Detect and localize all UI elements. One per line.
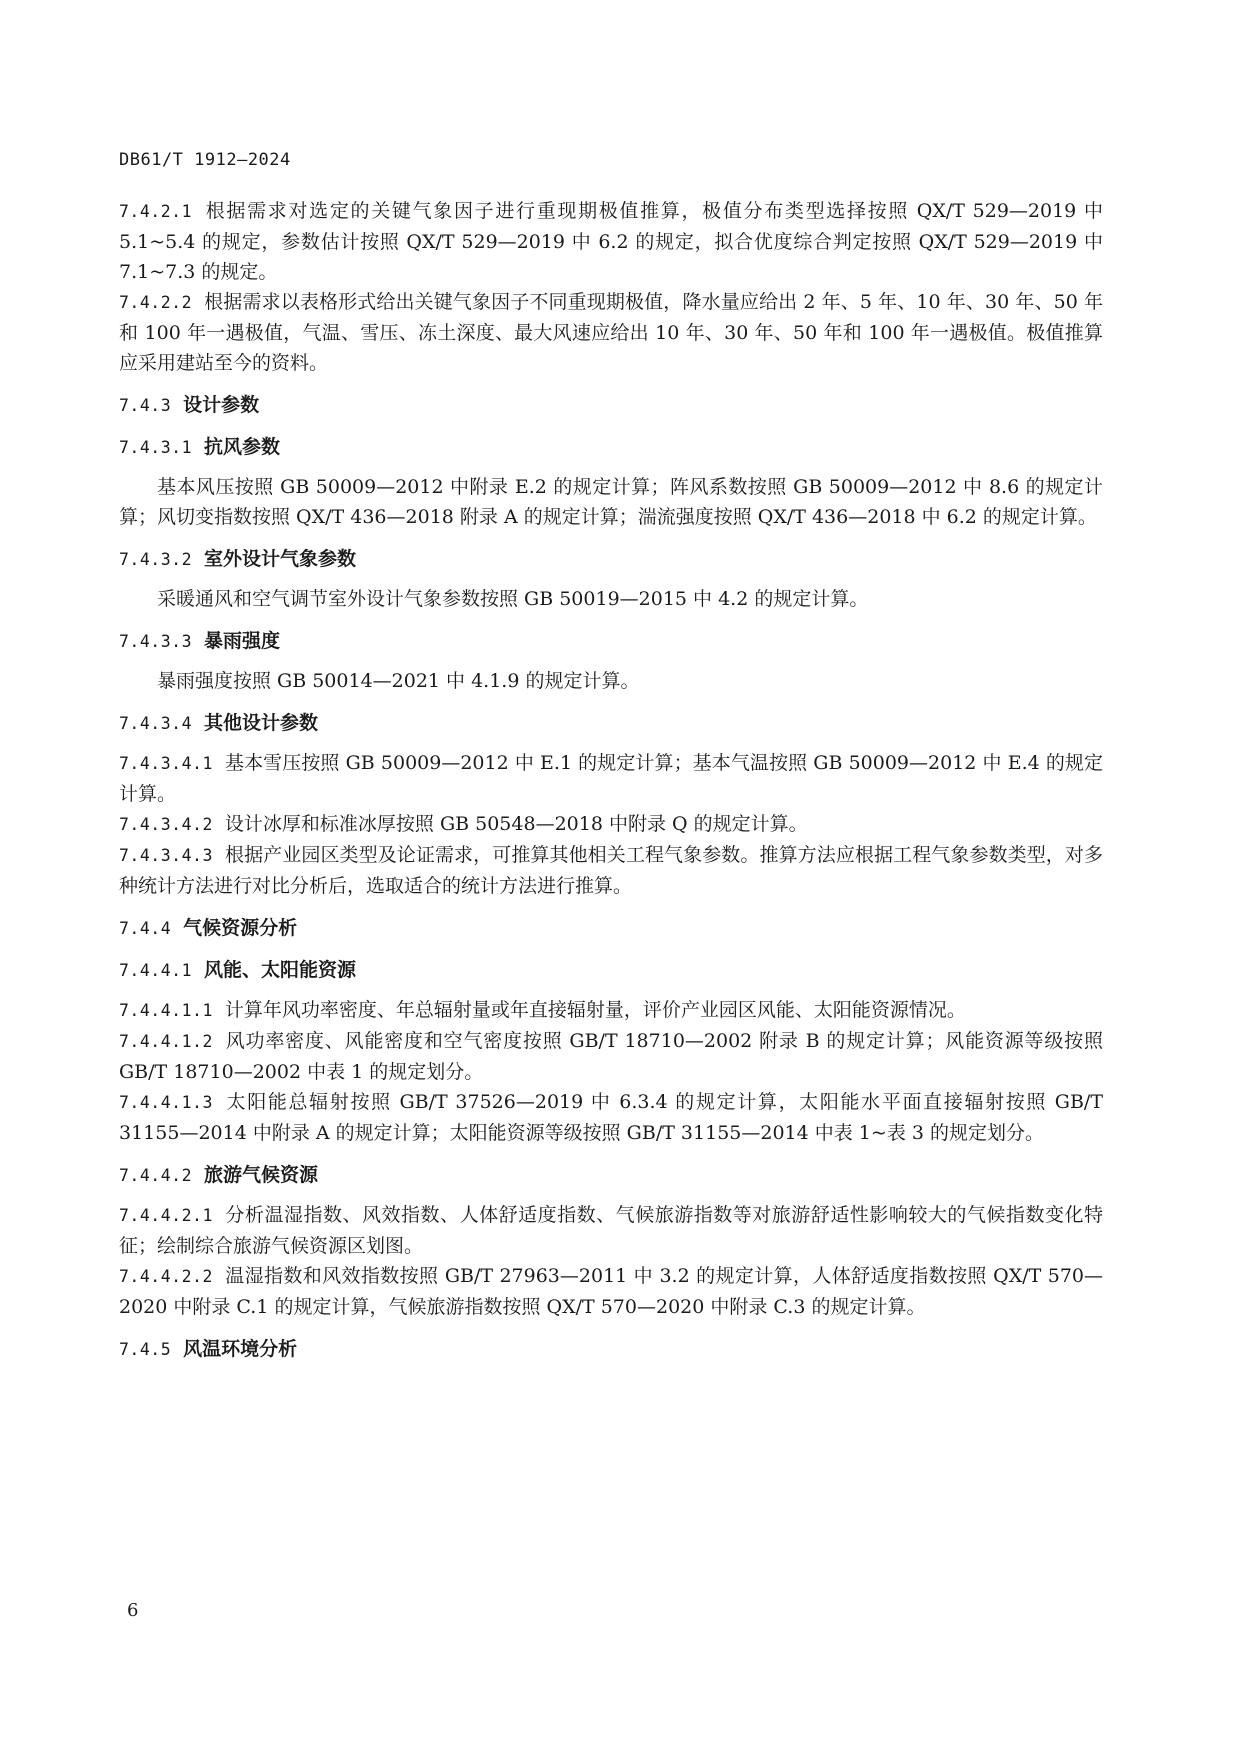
clause-text: 根据需求以表格形式给出关键气象因子不同重现期极值，降水量应给出 2 年、5 年、10 年、30 年、50 年和 100 年一遇极值，气温、雪压、冻土深度、最大风速应给出 10 年、30 年、50 年和 100 年一遇极值。极值推算应采用建站至今的资料。 <box>119 291 1103 374</box>
heading-title: 抗风参数 <box>204 436 281 458</box>
clause-7-4-2-1 <box>119 196 1103 287</box>
clause-7-4-4-2-1 <box>119 1200 1103 1261</box>
heading-number: 7.4.3 <box>119 396 172 415</box>
clause-text: 根据需求对选定的关键气象因子进行重现期极值推算，极值分布类型选择按照 QX/T 529—2019 中 5.1~5.4 的规定，参数估计按照 QX/T 529—2019 中 6.2 的规定，拟合优度综合判定按照 QX/T 529—2019 中 7.1~7.3 的规定。 <box>119 200 1103 283</box>
heading-number: 7.4.3.2 <box>119 550 193 569</box>
heading-number: 7.4.5 <box>119 1340 172 1359</box>
heading-title: 风温环境分析 <box>183 1338 298 1360</box>
heading-number: 7.4.4 <box>119 919 172 938</box>
clause-text: 根据产业园区类型及论证需求，可推算其他相关工程气象参数。推算方法应根据工程气象参数类型，对多种统计方法进行对比分析后，选取适合的统计方法进行推算。 <box>119 844 1103 897</box>
clause-text: 太阳能总辐射按照 GB/T 37526—2019 中 6.3.4 的规定计算，太阳能水平面直接辐射按照 GB/T 31155—2014 中附录 A 的规定计算；太阳能资源等级按照 GB/T 31155—2014 中表 1~表 3 的规定划分。 <box>119 1091 1103 1144</box>
paragraph-rainstorm-intensity: 暴雨强度按照 GB 50014—2021 中 4.1.9 的规定计算。 <box>157 670 640 692</box>
heading-7-4-4-1 <box>119 955 1103 985</box>
paragraph-wind-parameters: 基本风压按照 GB 50009—2012 中附录 E.2 的规定计算；阵风系数按照 GB 50009—2012 中 8.6 的规定计算；风切变指数按照 QX/T 436—2018 附录 A 的规定计算；湍流强度按照 QX/T 436—2018 中 6.2 的规定计算。 <box>119 476 1103 528</box>
clause-number: 7.4.4.2.2 <box>119 1267 213 1286</box>
heading-7-4-4 <box>119 913 1103 943</box>
heading-number: 7.4.4.2 <box>119 1166 193 1185</box>
heading-7-4-3-3 <box>119 626 1103 656</box>
paragraph-outdoor-design: 采暖通风和空气调节室外设计气象参数按照 GB 50019—2015 中 4.2 的规定计算。 <box>157 588 869 610</box>
document-code: DB61/T 1912—2024 <box>119 150 291 170</box>
clause-number: 7.4.4.1.3 <box>119 1093 213 1112</box>
clause-number: 7.4.4.1.1 <box>119 1001 213 1020</box>
clause-number: 7.4.2.2 <box>119 293 193 312</box>
heading-number: 7.4.3.3 <box>119 632 193 651</box>
heading-7-4-3-4 <box>119 708 1103 738</box>
heading-7-4-3-1 <box>119 432 1103 462</box>
clause-text: 风功率密度、风能密度和空气密度按照 GB/T 18710—2002 附录 B 的规定计算；风能资源等级按照 GB/T 18710—2002 中表 1 的规定划分。 <box>119 1030 1103 1083</box>
heading-number: 7.4.3.1 <box>119 438 193 457</box>
clause-7-4-3-4-3 <box>119 840 1103 901</box>
page-number: 6 <box>127 1600 139 1621</box>
heading-title: 室外设计气象参数 <box>204 548 357 570</box>
clause-7-4-4-1-2 <box>119 1026 1103 1087</box>
heading-title: 设计参数 <box>183 394 260 416</box>
heading-7-4-5 <box>119 1334 1103 1364</box>
clause-7-4-4-1-1 <box>119 995 1103 1026</box>
clause-number: 7.4.3.4.2 <box>119 815 213 834</box>
clause-text: 基本雪压按照 GB 50009—2012 中 E.1 的规定计算；基本气温按照 GB 50009—2012 中 E.4 的规定计算。 <box>119 752 1103 805</box>
clause-number: 7.4.2.1 <box>119 202 193 221</box>
heading-title: 气候资源分析 <box>183 917 298 939</box>
clause-text: 温湿指数和风效指数按照 GB/T 27963—2011 中 3.2 的规定计算，人体舒适度指数按照 QX/T 570—2020 中附录 C.1 的规定计算，气候旅游指数按照 QX/T 570—2020 中附录 C.3 的规定计算。 <box>119 1265 1103 1318</box>
clause-7-4-3-4-2 <box>119 809 1103 840</box>
document-body <box>119 196 1103 1374</box>
heading-title: 风能、太阳能资源 <box>204 959 357 981</box>
heading-title: 暴雨强度 <box>204 630 281 652</box>
clause-number: 7.4.3.4.1 <box>119 754 213 773</box>
clause-text: 设计冰厚和标准冰厚按照 GB 50548—2018 中附录 Q 的规定计算。 <box>224 813 808 835</box>
clause-text: 分析温湿指数、风效指数、人体舒适度指数、气候旅游指数等对旅游舒适性影响较大的气候指数变化特征；绘制综合旅游气候资源区划图。 <box>119 1204 1103 1257</box>
heading-number: 7.4.4.1 <box>119 961 193 980</box>
clause-number: 7.4.4.2.1 <box>119 1206 213 1225</box>
clause-7-4-4-1-3 <box>119 1087 1103 1148</box>
clause-number: 7.4.4.1.2 <box>119 1032 213 1051</box>
clause-7-4-3-4-1 <box>119 748 1103 809</box>
heading-number: 7.4.3.4 <box>119 714 193 733</box>
clause-7-4-4-2-2 <box>119 1261 1103 1322</box>
heading-title: 其他设计参数 <box>204 712 319 734</box>
clause-text: 计算年风功率密度、年总辐射量或年直接辐射量，评价产业园区风能、太阳能资源情况。 <box>224 999 966 1021</box>
heading-7-4-3 <box>119 390 1103 420</box>
clause-number: 7.4.3.4.3 <box>119 846 213 865</box>
heading-7-4-4-2 <box>119 1160 1103 1190</box>
heading-title: 旅游气候资源 <box>204 1164 319 1186</box>
clause-7-4-2-2 <box>119 287 1103 378</box>
heading-7-4-3-2 <box>119 544 1103 574</box>
